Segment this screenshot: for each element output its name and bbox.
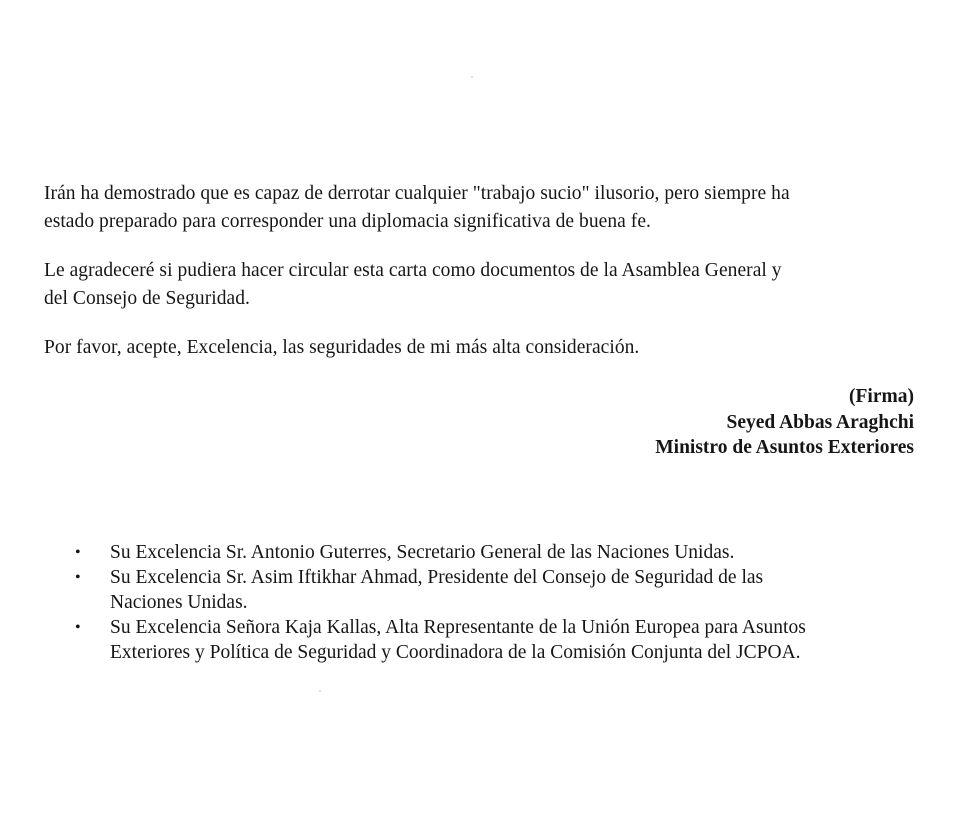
paragraph-line: Por favor, acepte, Excelencia, las seguridades de mi más alta consideración. bbox=[44, 337, 640, 358]
bullet-icon: • bbox=[75, 619, 81, 636]
recipient-item bbox=[0, 615, 976, 665]
body-paragraph-2 bbox=[44, 257, 924, 313]
bullet-icon: • bbox=[75, 544, 81, 561]
recipient-line: Su Excelencia Sr. Asim Iftikhar Ahmad, Presidente del Consejo de Seguridad de las bbox=[110, 567, 764, 588]
paragraph-line: del Consejo de Seguridad. bbox=[44, 288, 250, 309]
signatory-name: Seyed Abbas Araghchi bbox=[726, 411, 914, 433]
recipient-item bbox=[0, 565, 976, 615]
recipient-list bbox=[0, 540, 976, 665]
recipient-line: Su Excelencia Sr. Antonio Guterres, Secretario General de las Naciones Unidas. bbox=[110, 542, 735, 563]
signatory-title: Ministro de Asuntos Exteriores bbox=[655, 437, 914, 458]
paragraph-line: estado preparado para corresponder una diplomacia significativa de buena fe. bbox=[44, 211, 651, 232]
paragraph-line: Irán ha demostrado que es capaz de derrotar cualquier "trabajo sucio" ilusorio, pero siempre ha bbox=[44, 183, 790, 204]
bullet-icon: • bbox=[75, 569, 81, 586]
closing-paragraph bbox=[44, 334, 924, 362]
body-paragraph-1 bbox=[44, 180, 924, 236]
signature-block bbox=[655, 384, 914, 461]
recipient-line: Naciones Unidas. bbox=[110, 592, 248, 613]
recipient-line: Exteriores y Política de Seguridad y Coordinadora de la Comisión Conjunta del JCPOA. bbox=[110, 642, 801, 663]
recipient-line: Su Excelencia Señora Kaja Kallas, Alta Representante de la Unión Europea para Asuntos bbox=[110, 617, 806, 638]
signature-mark: (Firma) bbox=[849, 386, 914, 407]
paragraph-line: Le agradeceré si pudiera hacer circular esta carta como documentos de la Asamblea General y bbox=[44, 260, 782, 281]
recipient-item bbox=[0, 540, 976, 565]
scan-speck bbox=[471, 76, 473, 78]
scan-speck bbox=[319, 690, 321, 692]
